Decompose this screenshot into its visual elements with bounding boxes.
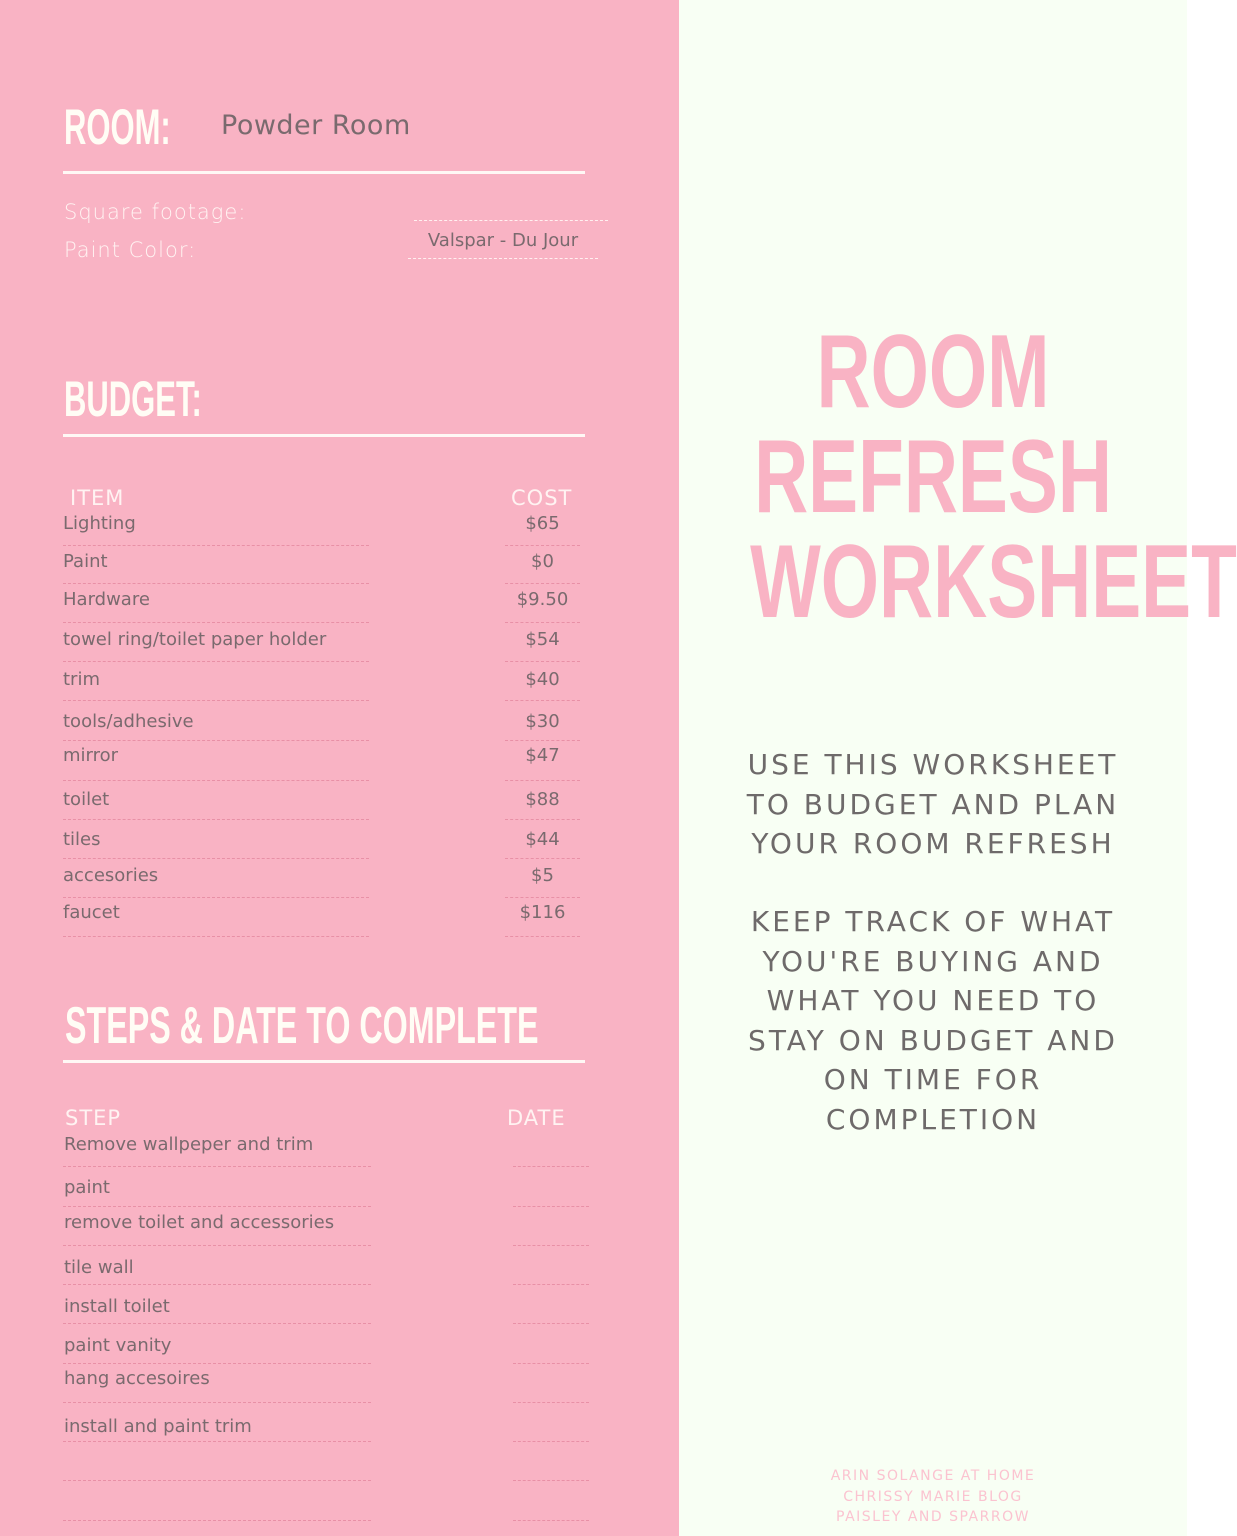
budget-cost[interactable]: $116 [519,902,566,923]
divider [63,171,585,174]
divider [63,1060,585,1063]
title-line-3: WORKSHEET [750,524,1237,640]
budget-cost[interactable]: $44 [525,829,560,850]
date-underline [513,1441,589,1442]
budget-item[interactable]: towel ring/toilet paper holder [63,629,327,650]
step-underline [63,1363,371,1364]
item-underline [63,819,369,820]
budget-cost[interactable]: $47 [525,745,560,766]
date-underline [513,1323,589,1324]
date-underline [513,1520,589,1521]
step-item[interactable]: install toilet [64,1296,170,1317]
item-underline [63,545,369,546]
budget-cost[interactable]: $40 [525,669,560,690]
cost-underline [505,661,580,662]
description-intro: USE THIS WORKSHEET TO BUDGET AND PLAN YOUR ROOM REFRESH [746,748,1120,860]
budget-item[interactable]: accesories [63,865,159,886]
paint-color-label: Paint Color: [64,238,197,262]
budget-cost[interactable]: $65 [525,513,560,534]
step-underline [63,1520,371,1521]
budget-cost[interactable]: $9.50 [516,589,569,610]
budget-cost[interactable]: $54 [525,629,560,650]
room-heading: ROOM: [64,99,171,155]
budget-item[interactable]: Lighting [63,513,136,534]
budget-cost[interactable]: $5 [531,865,554,886]
budget-item[interactable]: Paint [63,551,108,572]
cost-underline [505,780,580,781]
step-underline [63,1245,371,1246]
budget-item[interactable]: mirror [63,745,119,766]
date-underline [513,1206,589,1207]
credit-1: ARIN SOLANGE AT HOME [830,1468,1036,1484]
cost-underline [505,545,580,546]
step-column-header: STEP [65,1106,122,1130]
budget-item[interactable]: tiles [63,829,101,850]
step-item[interactable]: paint [64,1177,110,1198]
item-underline [63,661,369,662]
budget-item[interactable]: tools/adhesive [63,711,194,732]
steps-heading: STEPS & DATE TO COMPLETE [65,997,539,1055]
item-column-header: ITEM [70,486,125,510]
cost-underline [505,740,580,741]
cost-column-header: COST [511,486,573,510]
item-underline [63,858,369,859]
title-line-2: REFRESH [754,419,1112,535]
budget-cost[interactable]: $30 [525,711,560,732]
step-item[interactable]: remove toilet and accessories [64,1212,335,1233]
step-item[interactable]: paint vanity [64,1335,172,1356]
cost-underline [505,622,580,623]
item-underline [63,622,369,623]
info-panel [679,0,1237,1536]
budget-item[interactable]: trim [63,669,100,690]
item-underline [63,936,369,937]
step-item[interactable]: install and paint trim [64,1416,252,1437]
title-line-1: ROOM [816,314,1050,430]
cost-underline [505,936,580,937]
budget-heading: BUDGET: [64,371,202,427]
step-underline [63,1323,371,1324]
step-item[interactable]: tile wall [64,1257,134,1278]
cost-underline [505,700,580,701]
date-underline [513,1363,589,1364]
step-underline [63,1402,371,1403]
paint-color-field[interactable]: Valspar - Du Jour [408,230,598,259]
description-detail: KEEP TRACK OF WHAT YOU'RE BUYING AND WHAT YOU NEED TO STAY ON BUDGET AND ON TIME FOR COMPLETION [748,905,1118,1136]
item-underline [63,700,369,701]
date-underline [513,1166,589,1167]
item-underline [63,780,369,781]
step-underline [63,1206,371,1207]
budget-item[interactable]: Hardware [63,589,150,610]
step-underline [63,1480,371,1481]
divider [63,434,585,437]
credit-3: PAISLEY AND SPARROW [836,1509,1030,1525]
cost-underline [505,819,580,820]
date-underline [513,1480,589,1481]
date-underline [513,1402,589,1403]
item-underline [63,897,369,898]
date-underline [513,1245,589,1246]
step-underline [63,1441,371,1442]
cost-underline [505,583,580,584]
cost-underline [505,897,580,898]
step-item[interactable]: Remove wallpeper and trim [64,1134,314,1155]
room-value[interactable]: Powder Room [221,110,411,141]
step-underline [63,1166,371,1167]
square-footage-label: Square footage: [64,200,247,224]
budget-item[interactable]: faucet [63,902,120,923]
item-underline [63,740,369,741]
budget-cost[interactable]: $88 [525,789,560,810]
credit-2: CHRISSY MARIE BLOG [843,1489,1023,1505]
square-footage-field[interactable] [414,200,608,221]
budget-item[interactable]: toilet [63,789,110,810]
date-column-header: DATE [507,1106,566,1130]
budget-cost[interactable]: $0 [531,551,554,572]
item-underline [63,583,369,584]
date-underline [513,1284,589,1285]
step-item[interactable]: hang accesoires [64,1368,210,1389]
step-underline [63,1284,371,1285]
cost-underline [505,858,580,859]
